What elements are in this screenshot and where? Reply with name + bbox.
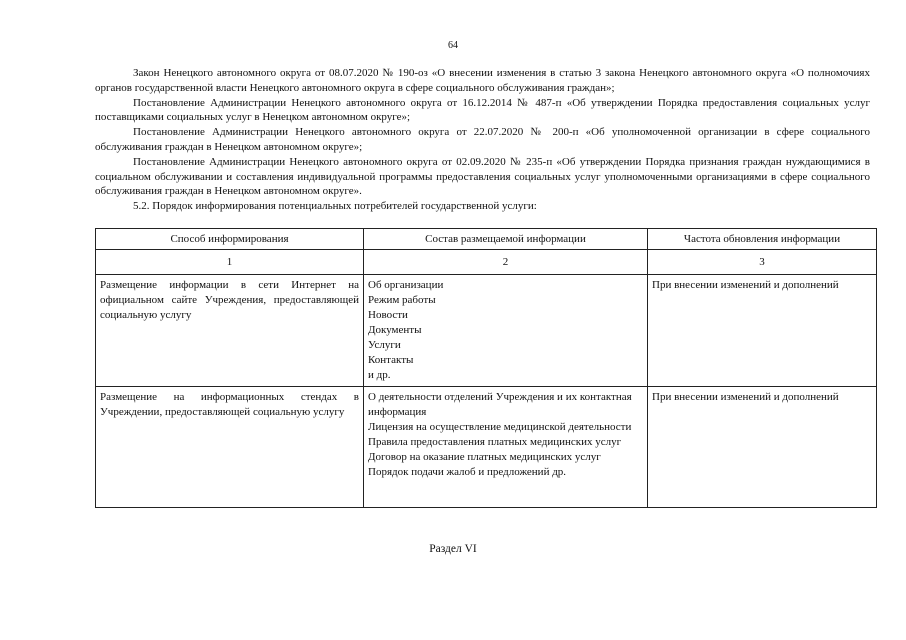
content-item: Документы [368, 324, 422, 336]
section-title: Раздел VI [429, 543, 477, 555]
content-item: Новости [368, 309, 408, 321]
column-number-row [96, 250, 877, 275]
column-number: 3 [648, 250, 877, 275]
content-item: Об организации [368, 279, 444, 291]
column-header: Частота обновления информации [648, 229, 877, 250]
content-item: и др. [368, 369, 391, 381]
paragraph: Постановление Администрации Ненецкого автономного округа от 02.09.2020 № 235-п «Об утверждении Порядка признания граждан нуждающимися в социальном обслуживании и составления индивидуальной программы предоставления социальных услуг уполномоченными организациями в сфере социального обслуживания граждан в Ненецком автономном округе». [95, 155, 870, 198]
content-item: Контакты [368, 354, 414, 366]
content-item: Договор на оказание платных медицинских услуг [368, 451, 601, 463]
content-item: О деятельности отделений Учреждения и их контактная информация [368, 391, 632, 418]
content-item: Правила предоставления платных медицинских услуг [368, 436, 622, 448]
paragraph: Постановление Администрации Ненецкого автономного округа от 16.12.2014 № 487-п «Об утверждении Порядка предоставления социальных услуг поставщиками социальных услуг в Ненецком автономном округе»; [95, 96, 870, 124]
table-row [96, 387, 877, 508]
frequency-cell: При внесении изменений и дополнений [648, 387, 877, 508]
content-cell [364, 275, 648, 387]
column-number: 2 [364, 250, 648, 275]
column-header: Состав размещаемой информации [364, 229, 648, 250]
paragraph: Закон Ненецкого автономного округа от 08.07.2020 № 190-оз «О внесении изменения в статью 3 закона Ненецкого автономного округа «О полномочиях органов государственной власти Ненецкого автономного округа в сфере социального обслуживания граждан»; [95, 67, 870, 94]
content-item: Услуги [368, 339, 401, 351]
page-number: 64 [448, 40, 458, 51]
content-item: Лицензия на осуществление медицинской деятельности [368, 421, 632, 433]
table-header-row [96, 229, 877, 250]
method-cell: Размещение информации в сети Интернет на официальном сайте Учреждения, предоставляющей социальную услугу [96, 275, 364, 387]
method-cell: Размещение на информационных стендах в Учреждении, предоставляющей социальную услугу [96, 387, 364, 508]
table-row [96, 275, 877, 387]
content-item: Порядок подачи жалоб и предложений др. [368, 466, 567, 478]
column-number: 1 [96, 250, 364, 275]
information-table [95, 228, 877, 508]
body-text [95, 66, 870, 214]
frequency-cell: При внесении изменений и дополнений [648, 275, 877, 387]
content-cell [364, 387, 648, 508]
paragraph: 5.2. Порядок информирования потенциальных потребителей государственной услуги: [133, 200, 537, 213]
content-item: Режим работы [368, 294, 436, 306]
paragraph: Постановление Администрации Ненецкого автономного округа от 22.07.2020 № 200-п «Об уполномоченной организации в сфере социального обслуживания граждан в Ненецком автономном округе»; [95, 126, 870, 153]
column-header: Способ информирования [96, 229, 364, 250]
